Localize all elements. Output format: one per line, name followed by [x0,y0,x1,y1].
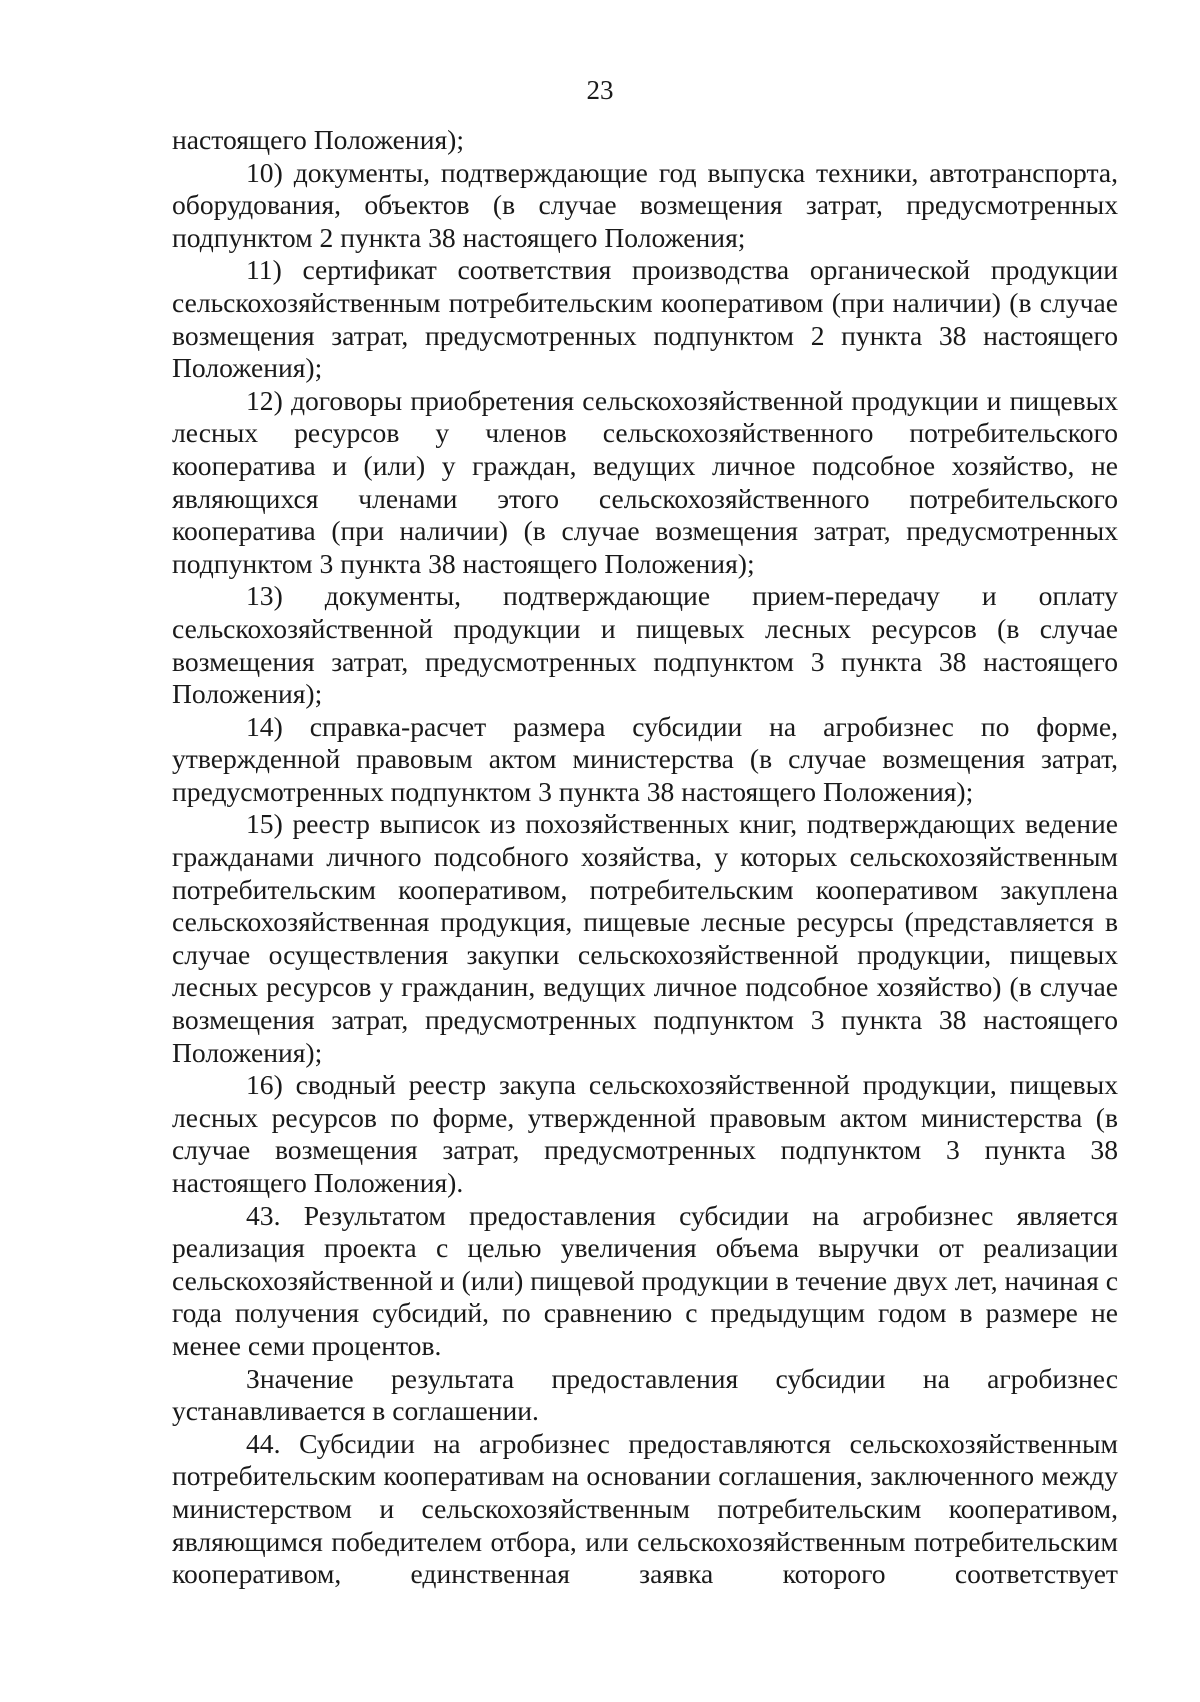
paragraph-clause-43: 43. Результатом предоставления субсидии на агробизнес является реализация проекта с целью увеличения объема выручки от реализации сельскохозяйственной и (или) пищевой продукции в течение двух лет, начиная с года получения субсидий, по сравнению с предыдущим годом в размере не менее семи процентов. [172,1199,1118,1361]
paragraph-item-11: 11) сертификат соответствия производства органической продукции сельскохозяйственным потребительским кооперативом (при наличии) (в случае возмещения затрат, предусмотренных подпунктом 2 пункта 38 настоящего Положения); [172,254,1118,384]
paragraph-item-10: 10) документы, подтверждающие год выпуска техники, автотранспорта, оборудования, объектов (в случае возмещения затрат, предусмотренных подпунктом 2 пункта 38 настоящего Положения; [172,156,1118,253]
paragraph-continuation: настоящего Положения); [172,124,465,155]
paragraph-item-12: 12) договоры приобретения сельскохозяйственной продукции и пищевых лесных ресурсов у членов сельскохозяйственного потребительского кооператива и (или) у граждан, ведущих личное подсобное хозяйство, не являющихся членами этого сельскохозяйственного потребительского кооператива (при наличии) (в случае возмещения затрат, предусмотренных подпунктом 3 пункта 38 настоящего Положения); [172,384,1118,579]
document-body [172,124,1118,1591]
paragraph-item-16: 16) сводный реестр закупа сельскохозяйственной продукции, пищевых лесных ресурсов по форме, утвержденной правовым актом министерства (в случае возмещения затрат, предусмотренных подпунктом 3 пункта 38 настоящего Положения). [172,1069,1118,1198]
paragraph-item-14: 14) справка-расчет размера субсидии на агробизнес по форме, утвержденной правовым актом министерства (в случае возмещения затрат, предусмотренных подпунктом 3 пункта 38 настоящего Положения); [172,710,1118,807]
paragraph-item-13: 13) документы, подтверждающие прием-передачу и оплату сельскохозяйственной продукции и пищевых лесных ресурсов (в случае возмещения затрат, предусмотренных подпунктом 3 пункта 38 настоящего Положения); [172,580,1118,710]
paragraph-result-value: Значение результата предоставления субсидии на агробизнес устанавливается в соглашении. [172,1362,1118,1427]
paragraph-item-15: 15) реестр выписок из похозяйственных книг, подтверждающих ведение гражданами личного подсобного хозяйства, у которых сельскохозяйственным потребительским кооперативом, потребительским кооперативом закуплена сельскохозяйственная продукция, пищевые лесные ресурсы (представляется в случае осуществления закупки сельскохозяйственной продукции, пищевых лесных ресурсов у гражданин, ведущих личное подсобное хозяйство) (в случае возмещения затрат, предусмотренных подпунктом 3 пункта 38 настоящего Положения); [172,808,1118,1068]
paragraph-clause-44: 44. Субсидии на агробизнес предоставляются сельскохозяйственным потребительским кооперативам на основании соглашения, заключенного между министерством и сельскохозяйственным потребительским кооперативом, являющимся победителем отбора, или сельскохозяйственным потребительским кооперативом, единственная заявка которого соответствует [172,1427,1118,1590]
page-number: 23 [586,75,614,105]
